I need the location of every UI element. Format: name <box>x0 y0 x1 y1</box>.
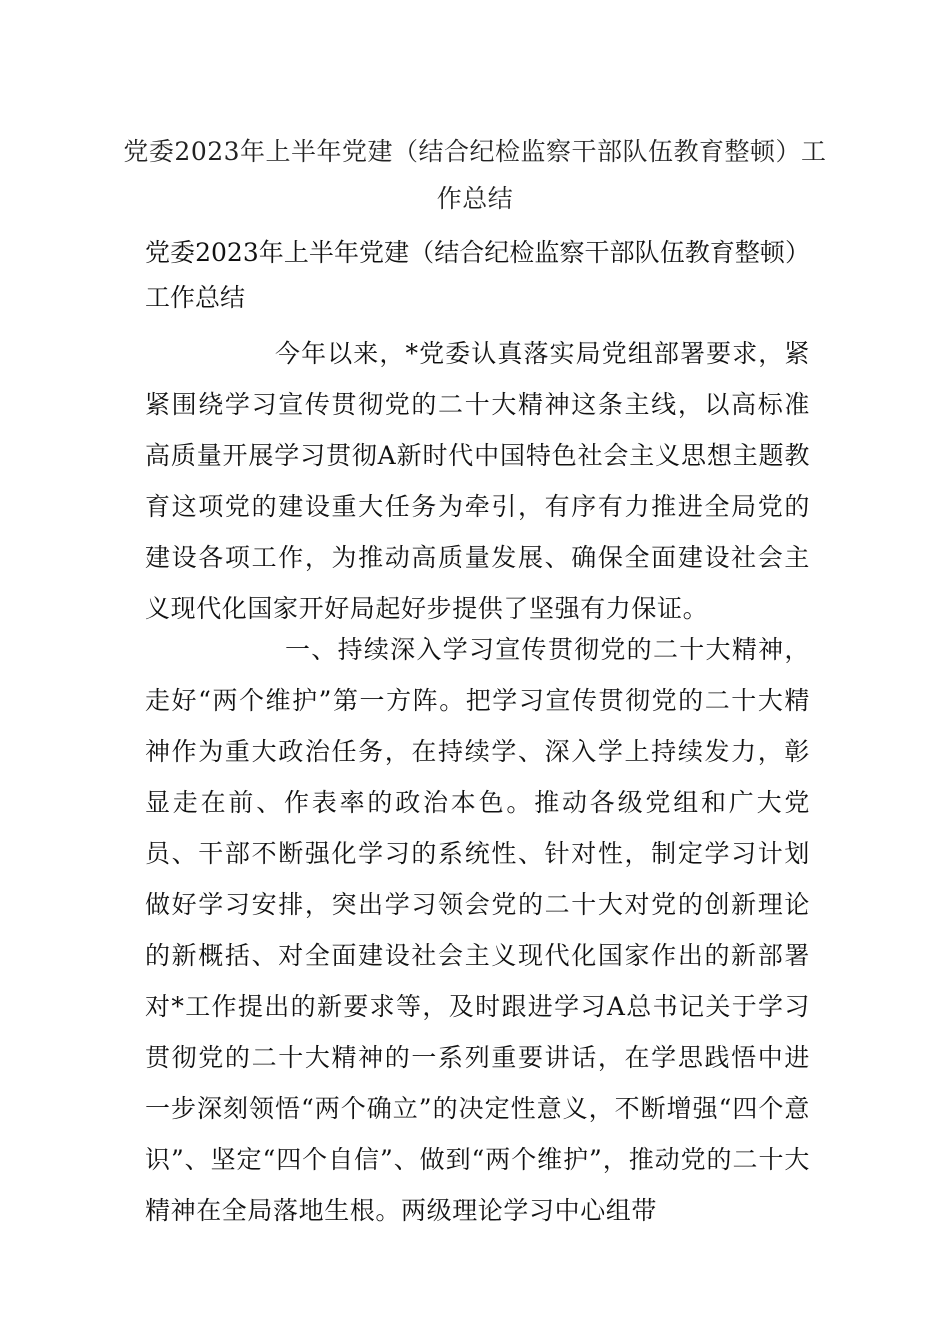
body-paragraph-intro: 今年以来，*党委认真落实局党组部署要求，紧紧围绕学习宣传贯彻党的二十大精神这条主线，以高标准高质量开展学习贯彻A新时代中国特色社会主义思想主题教育这项党的建设重大任务为牵引，有序有力推进全局党的建设各项工作，为推动高质量发展、确保全面建设社会主义现代化国家开好局起好步提供了坚强有力保证。 <box>145 339 810 623</box>
document-title: 党委2023年上半年党建（结合纪检监察干部队伍教育整顿）工作总结 <box>123 137 827 213</box>
document-subtitle: 党委2023年上半年党建（结合纪检监察干部队伍教育整顿）工作总结 <box>145 238 810 312</box>
body-paragraph-section-one: 一、持续深入学习宣传贯彻党的二十大精神，走好“两个维护”第一方阵。把学习宣传贯彻党的二十大精神作为重大政治任务，在持续学、深入学上持续发力，彰显走在前、作表率的政治本色。推动各级党组和广大党员、干部不断强化学习的系统性、针对性，制定学习计划做好学习安排，突出学习领会党的二十大对党的创新理论的新概括、对全面建设社会主义现代化国家作出的新部署对*工作提出的新要求等，及时跟进学习A总书记关于学习贯彻党的二十大精神的一系列重要讲话，在学思践悟中进一步深刻领悟“两个确立”的决定性意义，不断增强“四个意识”、坚定“四个自信”、做到“两个维护”，推动党的二十大精神在全局落地生根。两级理论学习中心组带 <box>145 635 810 1225</box>
